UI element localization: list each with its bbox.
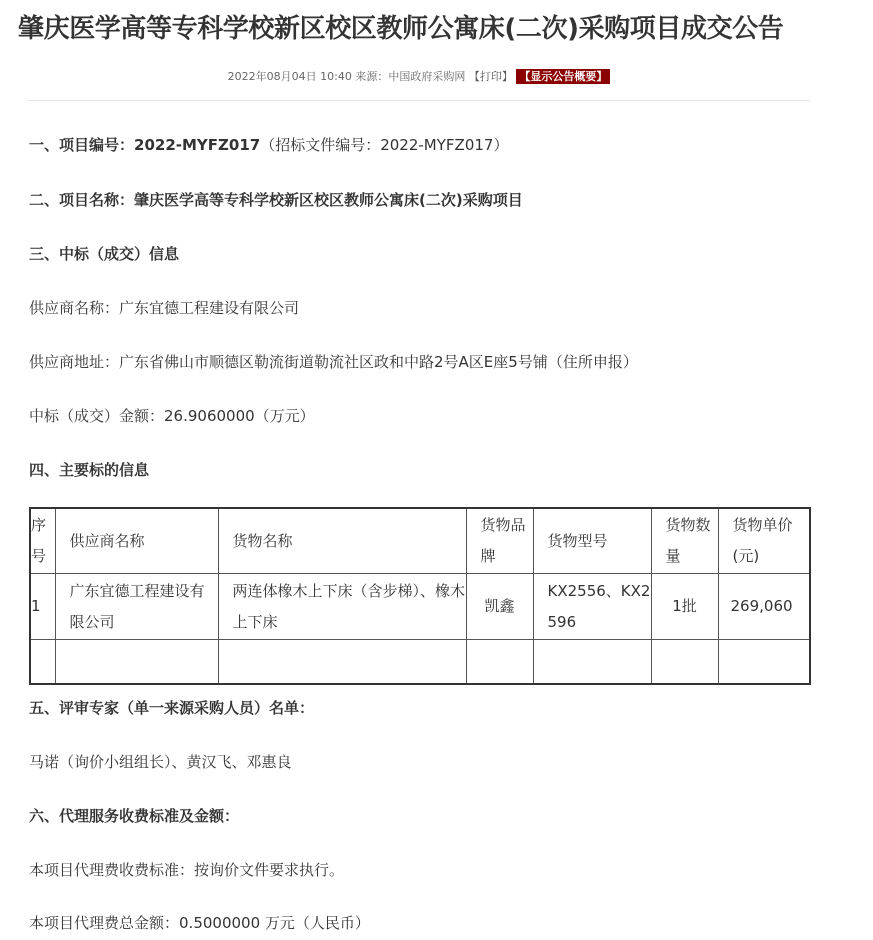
supplier-address: 供应商地址：广东省佛山市顺德区勒流街道勒流社区政和中路2号A区E座5号铺（住所申报） [29,353,638,371]
empty-cell [466,639,533,684]
print-link[interactable]: 【打印】 [468,70,513,83]
agency-fee-total: 本项目代理费总金额：0.5000000 万元（人民币） [29,914,370,932]
source-name: 中国政府采购网 [388,70,466,83]
experts-list: 马诺（询价小组组长）、黄汉飞、邓惠良 [29,753,292,771]
items-table [29,507,811,685]
cell-goods: 两连体橡木上下床（含步梯）、橡木上下床 [218,574,466,640]
cell-price: 269,060 [718,574,810,640]
agency-fee-heading: 六、代理服务收费标准及金额： [29,807,240,825]
project-number-label: 一、项目编号： [29,136,135,154]
empty-cell [55,639,218,684]
table-row [30,574,810,640]
header-qty: 货物数量 [651,508,718,574]
divider [28,100,810,101]
cell-qty: 1批 [651,574,718,640]
supplier-name: 供应商名称：广东宜德工程建设有限公司 [29,299,300,317]
empty-cell [533,639,651,684]
empty-cell [30,639,55,684]
experts-heading: 五、评审专家（单一来源采购人员）名单： [29,699,315,717]
empty-cell [651,639,718,684]
header-brand: 货物品牌 [466,508,533,574]
show-summary-button[interactable]: 【显示公告概要】 [516,69,610,84]
project-name: 肇庆医学高等专科学校新区校区教师公寓床(二次)采购项目 [134,191,523,209]
main-items-heading: 四、主要标的信息 [29,461,150,479]
publish-datetime: 2022年08月04日 10:40 [227,70,352,83]
source-label: 来源： [355,70,389,83]
empty-cell [218,639,466,684]
project-number-line [29,134,508,155]
project-number: 2022-MYFZ017 [134,136,261,154]
table-empty-row [30,639,810,684]
project-name-line [29,189,523,210]
header-goods: 货物名称 [218,508,466,574]
page-title: 肇庆医学高等专科学校新区校区教师公寓床(二次)采购项目成交公告 [18,14,784,44]
award-info-heading: 三、中标（成交）信息 [29,245,180,263]
cell-no: 1 [30,574,55,640]
header-model: 货物型号 [533,508,651,574]
agency-fee-standard: 本项目代理费收费标准：按询价文件要求执行。 [29,861,345,879]
empty-cell [718,639,810,684]
header-supplier: 供应商名称 [55,508,218,574]
meta-bar [28,68,810,84]
header-price: 货物单价(元) [718,508,810,574]
tender-doc-number: （招标文件编号：2022-MYFZ017） [260,136,509,154]
table-header-row [30,508,810,574]
award-amount: 中标（成交）金额：26.9060000（万元） [29,407,315,425]
cell-model: KX2556、KX2596 [533,574,651,640]
cell-supplier: 广东宜德工程建设有限公司 [55,574,218,640]
cell-brand: 凯鑫 [466,574,533,640]
header-no: 序号 [30,508,55,574]
project-name-label: 二、项目名称： [29,191,135,209]
